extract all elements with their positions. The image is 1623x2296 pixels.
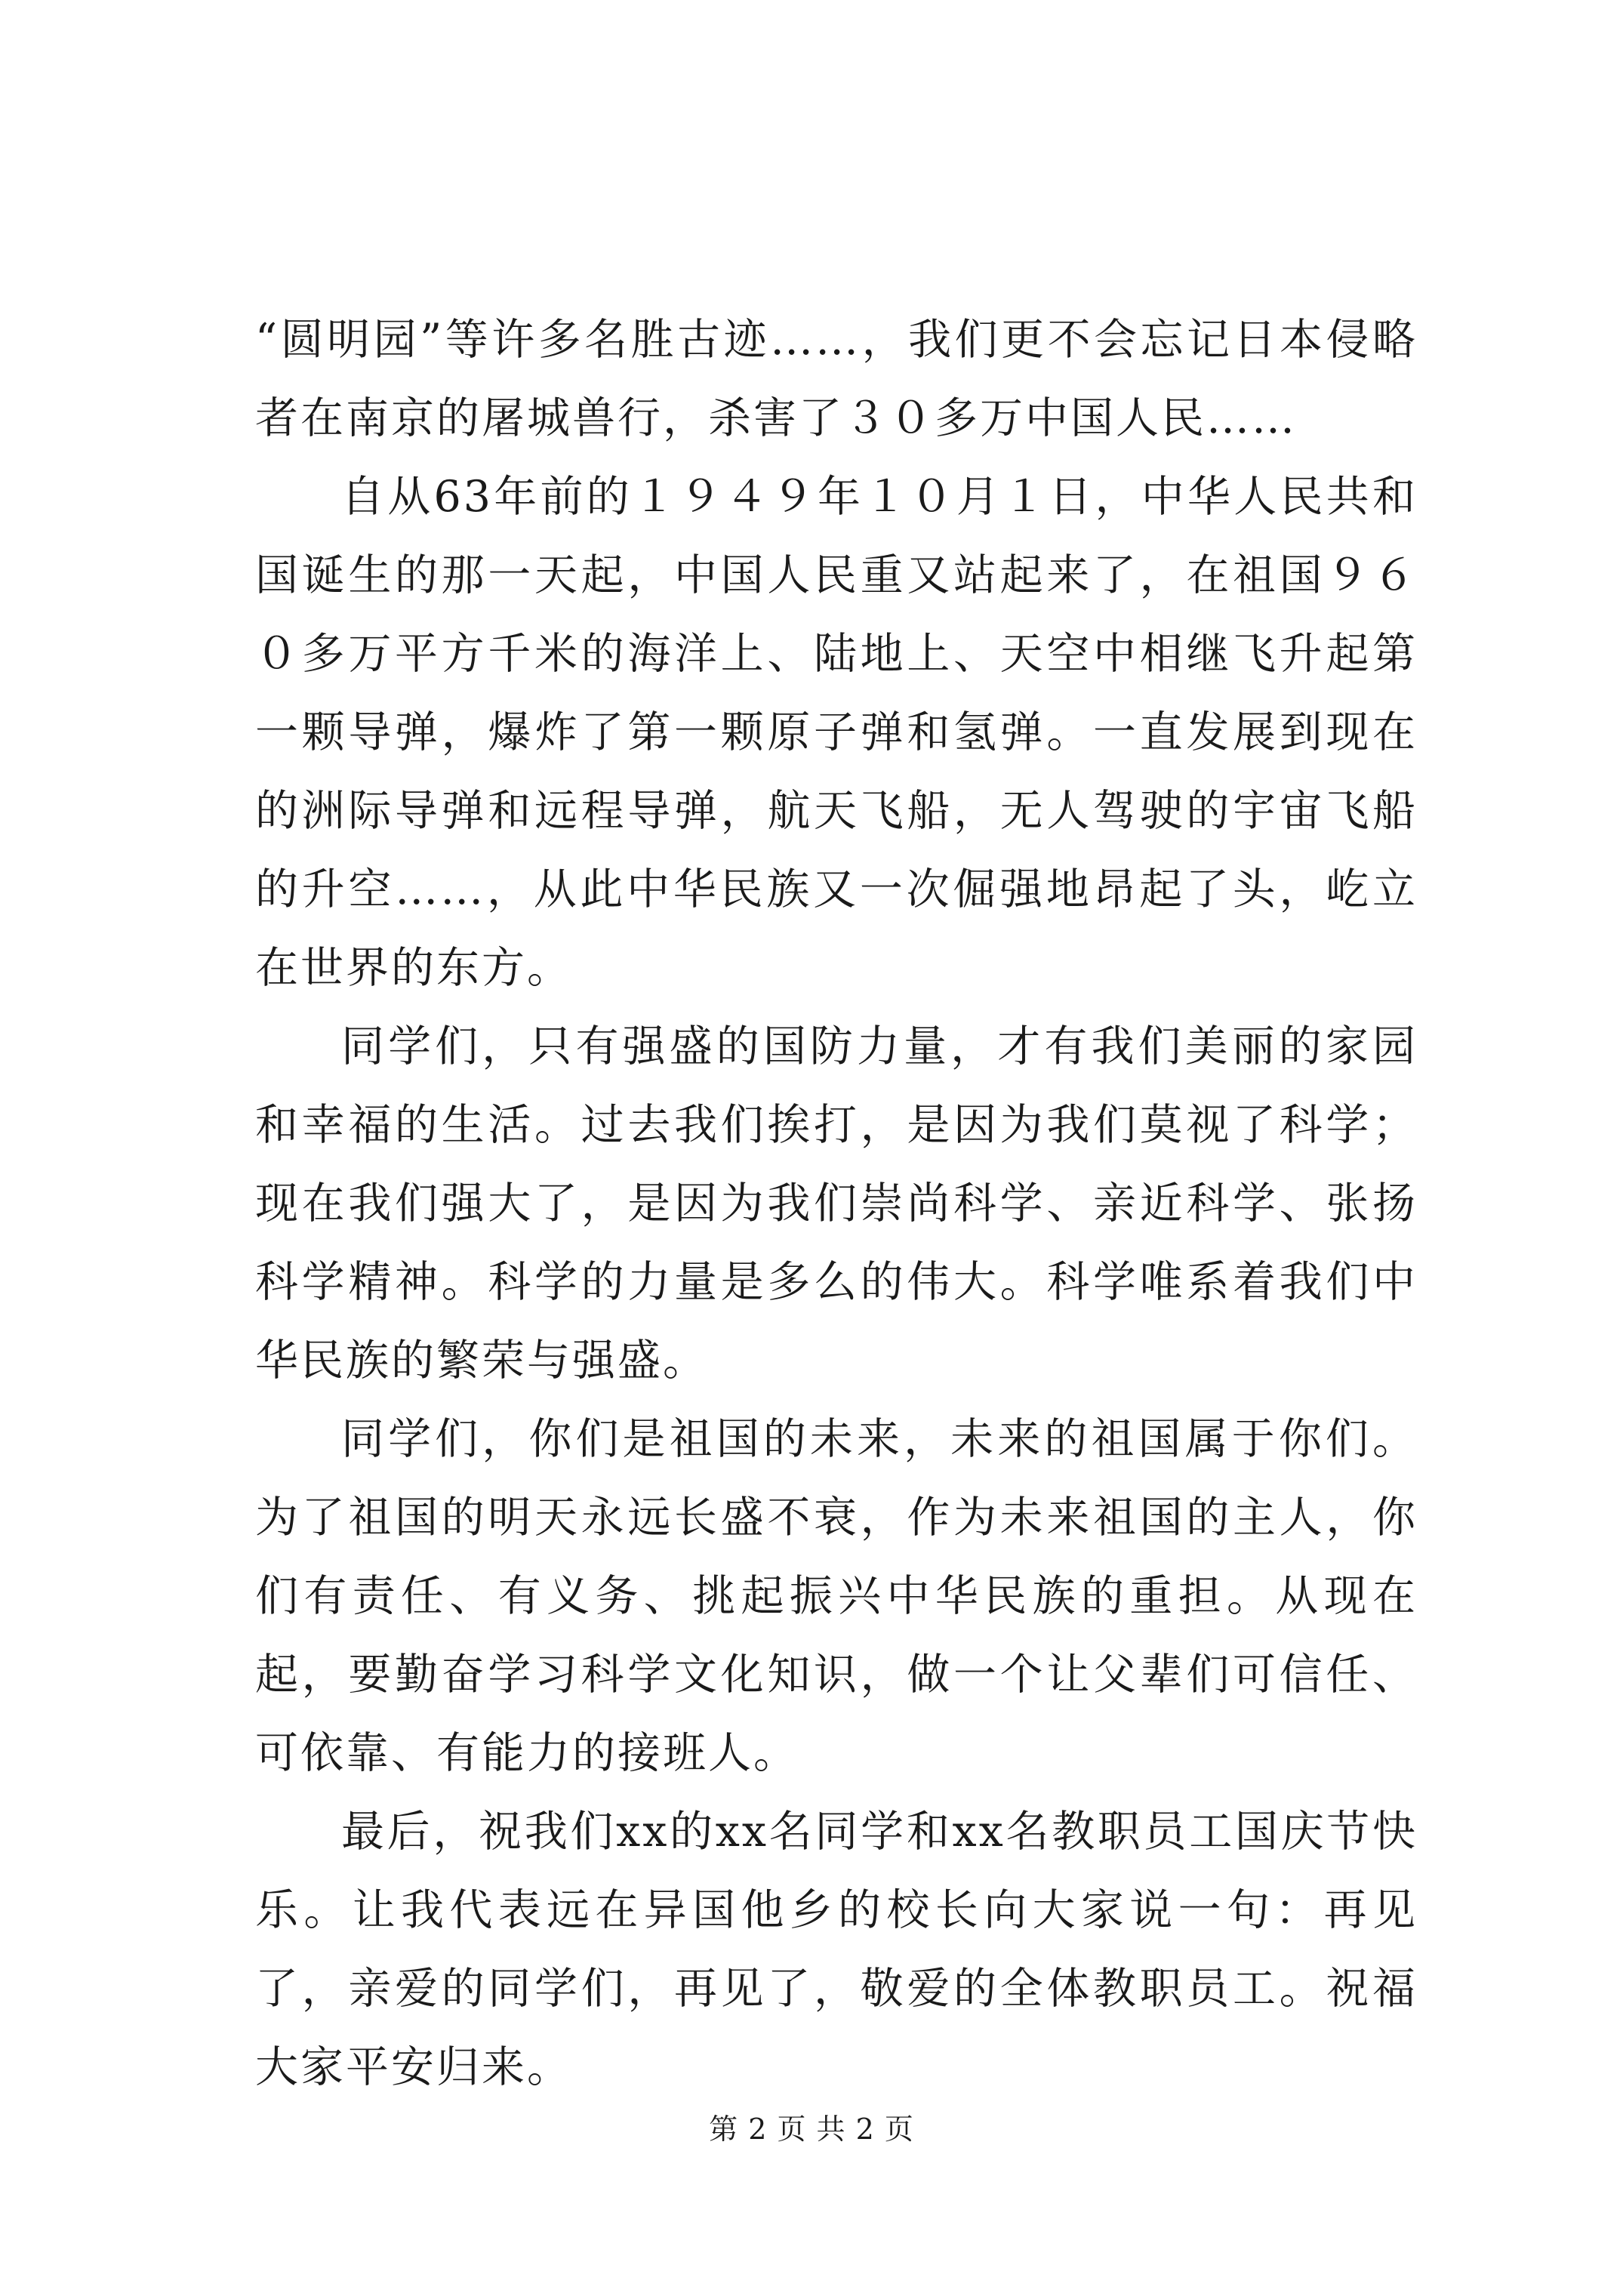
paragraph-4: 同学们，你们是祖国的未来，未来的祖国属于你们。为了祖国的明天永远长盛不衰，作为未来祖国的主人，你们有责任、有义务、挑起振兴中华民族的重担。从现在起，要勤奋学习科学文化知识，做一个让父辈们可信任、可依靠、有能力的接班人。 xyxy=(255,1414,1418,1778)
paragraph-1: “圆明园”等许多名胜古迹……，我们更不会忘记日本侵略者在南京的屠城兽行，杀害了３０多万中国人民…… xyxy=(255,315,1418,443)
paragraph-2: 自从63年前的１９４９年１０月１日，中华人民共和国诞生的那一天起，中国人民重又站起来了，在祖国９６０多万平方千米的海洋上、陆地上、天空中相继飞升起第一颗导弹，爆炸了第一颗原子弹和氢弹。一直发展到现在的洲际导弹和远程导弹，航天飞船，无人驾驶的宇宙飞船的升空……，从此中华民族又一次倔强地昂起了头，屹立在世界的东方。 xyxy=(255,472,1418,993)
paragraph-5: 最后，祝我们xx的xx名同学和xx名教职员工国庆节快乐。让我代表远在异国他乡的校长向大家说一句：再见了，亲爱的同学们，再见了，敬爱的全体教职员工。祝福大家平安归来。 xyxy=(255,1807,1418,2092)
page-number-label: 第 2 页 共 2 页 xyxy=(709,2113,914,2146)
page-footer xyxy=(0,2106,1623,2152)
paragraph-3: 同学们，只有强盛的国防力量，才有我们美丽的家园和幸福的生活。过去我们挨打，是因为我们莫视了科学；现在我们强大了，是因为我们崇尚科学、亲近科学、张扬科学精神。科学的力量是多么的伟大。科学唯系着我们中华民族的繁荣与强盛。 xyxy=(255,1022,1418,1385)
document-body xyxy=(255,300,1418,2106)
